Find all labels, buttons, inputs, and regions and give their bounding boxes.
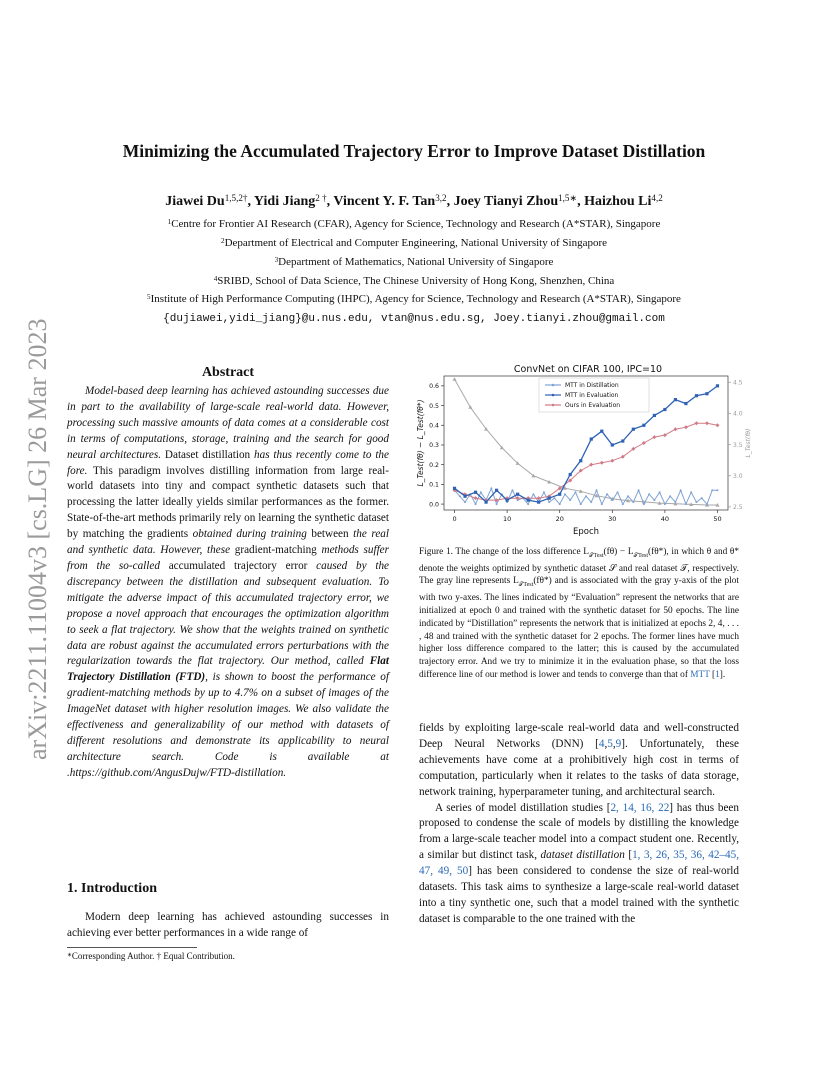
data-point	[621, 439, 624, 442]
data-point	[548, 501, 550, 503]
x-tick-label: 10	[502, 515, 512, 523]
author-emails: {dujiawei,yidi_jiang}@u.nus.edu, vtan@nus.edu.sg, Joey.tianyi.zhou@gmail.com	[163, 313, 665, 325]
data-point	[527, 503, 529, 505]
y-right-tick-label: 2.5	[733, 504, 743, 512]
author-name: Jiawei Du	[165, 194, 225, 210]
data-point	[490, 487, 492, 489]
citation-link[interactable]: 2, 14, 16, 22	[610, 801, 670, 814]
data-point	[495, 489, 498, 492]
data-point	[569, 499, 571, 501]
data-point	[496, 503, 498, 505]
data-point	[694, 421, 698, 425]
chart-title: ConvNet on CIFAR 100, IPC=10	[513, 364, 663, 375]
data-point	[596, 489, 598, 491]
paper-title: Minimizing the Accumulated Trajectory Error to Improve Dataset Distillation	[122, 141, 706, 161]
data-point	[600, 461, 604, 465]
data-point	[705, 392, 708, 395]
author-name: Vincent Y. F. Tan	[333, 194, 436, 210]
data-point	[564, 493, 566, 495]
data-point	[680, 489, 682, 491]
data-point	[673, 427, 677, 431]
data-point	[548, 497, 551, 500]
x-tick-label: 30	[608, 515, 617, 523]
abstract-body: Model-based deep learning has achieved astounding successes due in part to the availability of large-scale real-world data. However, processing such massive amounts of data comes at a considerable cost in terms of computations, storage, training and the search for good neural architectures. Dataset distillation has thus recently come to the fore. This paradigm involves distilling information from large real-world datasets into tiny and compact synthetic datasets such that processing the latter ideally yields similar performances as the former. State-of-the-art methods primarily rely on learning the synthetic dataset by matching the gradients obtained during training between the real and synthetic data. However, these gradient-matching methods suffer from the so-called accumulated trajectory error caused by the discrepancy between the distillation and subsequent evaluation. To mitigate the adverse impact of this accumulated trajectory error, we propose a novel approach that encourages the optimization algorithm to seek a flat trajectory. We show that the weights trained on synthetic data are robust against the accumulated errors perturbations with the regularization towards the flat trajectory. Our method, called Flat Trajectory Distillation (FTD), is shown to boost the performance of gradient-matching methods by up to 4.7% on a subset of images of the ImageNet dataset with higher resolution images. We also validate the effectiveness and generalizability of our method with datasets of different resolutions and demonstrate its applicability to neural architecture search. Code is available at .https://github.com/AngusDujw/FTD-distillation.	[67, 385, 390, 779]
legend-label: MTT in Distillation	[565, 382, 619, 390]
legend-marker	[552, 394, 555, 397]
figure-1-chart	[412, 360, 752, 538]
y-tick-label: 0.0	[429, 501, 439, 509]
y-axis-label: L_Test(fθ) − L_Test(fθ*)	[416, 399, 425, 487]
citation-link[interactable]: 5	[607, 737, 613, 750]
abstract-heading: Abstract	[201, 365, 255, 380]
data-point	[664, 503, 666, 505]
data-point	[532, 493, 534, 495]
intro-body	[67, 910, 389, 942]
citation-link[interactable]: 1, 3, 26, 35, 36, 42–45, 47, 49, 50	[419, 849, 740, 878]
y-tick-label: 0.3	[429, 442, 439, 450]
data-point	[716, 384, 719, 387]
data-point	[484, 501, 487, 504]
data-point	[669, 495, 671, 497]
data-point	[643, 503, 645, 505]
data-point	[590, 437, 593, 440]
paragraph: fields by exploiting large-scale real-world data and well-constructed Deep Neural Networks (DNN) [4,5,9]. Unfortunately, these achievements have come at a prohibitively high cost in terms of computation, particularly when it relates to the tasks of data storage, network training, hyperparameter tuning, and architectural search.	[419, 722, 739, 798]
data-point	[574, 491, 576, 493]
data-point	[464, 501, 466, 503]
x-tick-label: 40	[660, 515, 670, 523]
y-tick-label: 0.1	[429, 481, 439, 489]
data-point	[506, 499, 509, 502]
data-point	[601, 503, 603, 505]
y-tick-label: 0.6	[429, 383, 439, 391]
data-point	[648, 493, 650, 495]
data-point	[459, 495, 461, 497]
data-point	[632, 501, 634, 503]
data-point	[516, 493, 519, 496]
data-point	[663, 433, 667, 437]
legend-marker	[552, 384, 555, 387]
citation-link[interactable]: 9	[615, 737, 622, 750]
data-point	[684, 402, 687, 405]
x-tick-label: 0	[452, 515, 457, 523]
author-name: Haizhou Li	[584, 194, 652, 210]
author-name: Joey Tianyi Zhou	[453, 194, 559, 210]
citation-link[interactable]: MTT	[690, 669, 710, 680]
data-point	[537, 501, 540, 504]
author-list: Jiawei $Du^{1,5,2\dagger}$, Yidi Jiang$^{2 \dagger}$, Vincent Y. F. Tan$^{3,2}$, Joey Tianyi Zhou$^{1,5∗}$, Haizhou Li$^{4,2}$	[165, 193, 663, 210]
footnote: ∗Corresponding Author. † Equal Contribution.	[67, 951, 235, 961]
data-point	[627, 495, 629, 497]
x-tick-label: 20	[555, 515, 564, 523]
x-tick-label: 50	[713, 515, 722, 523]
figure-caption: Figure 1. The change of the loss difference $L_{𝒯Test}(f\theta) - L_{𝒯Test}(f\theta*)$, in which θ and θ* denote the weights optimized by synthetic dataset 𝒮 and real dataset 𝒯, respectively. The gray line represents $L_{𝒯Test}(f\theta*)$ and is associated with the gray y-axis of the plot with two y-axes. The lines indicated by “Evaluation” represent the networks that are initialized at epoch 0 and trained with the synthetic dataset for 50 epochs. The line indicated by “Distillation” represents the network that is initialized at epochs 2, 4, . . . , 48 and trained with the synthetic dataset for 2 epochs. The former lines have much higher loss difference compared to the latter; this is caused by the accumulated trajectory error. And we try to minimize it in the evaluation phase, so that the loss difference line of our method is lower and tends to converge than that of MTT [1].	[419, 547, 740, 680]
legend-label: Ours in Evaluation	[565, 402, 621, 410]
data-point	[716, 489, 718, 491]
data-point	[543, 491, 545, 493]
author-affil: 2 †	[315, 193, 327, 203]
author-name: Yidi Jiang	[253, 194, 316, 210]
arxiv-stamp	[8, 270, 60, 770]
data-point	[611, 443, 614, 446]
data-point	[610, 459, 614, 463]
y-axis-right-label: L_Test(fθ)	[745, 428, 752, 458]
data-point	[715, 423, 719, 427]
data-point	[553, 497, 555, 499]
data-point	[606, 493, 608, 495]
data-point	[642, 441, 646, 445]
data-point	[674, 501, 676, 503]
citation-link[interactable]: 4	[598, 737, 605, 750]
data-point	[617, 491, 619, 493]
data-point	[663, 408, 666, 411]
data-point	[674, 398, 677, 401]
data-point	[590, 501, 592, 503]
data-point	[701, 497, 703, 499]
author-affil: 1,5,2†	[224, 193, 248, 203]
y-right-tick-label: 3.5	[733, 441, 743, 449]
data-point	[474, 496, 478, 500]
paragraph: A series of model distillation studies [2, 14, 16, 22] has thus been proposed to condense the scale of models by distilling the knowledge from a large-scale teacher model into a compact student one. Recently, a similar but distinct task, dataset distillation [1, 3, 26, 35, 36, 42–45, 47, 49, 50] has been considered to condense the size of real-world datasets. This task aims to synthesize a large-scale real-world dataset into a tiny synthetic one, such that a model trained with the synthetic dataset is comparable to the one trained with the	[419, 801, 740, 925]
data-point	[527, 499, 530, 502]
affiliation: $^1$Centre for Frontier AI Research (CFAR), Agency for Science, Technology and Research (A*STAR), Singapore	[167, 218, 661, 231]
author-affil: 4,2	[651, 193, 663, 203]
footnote-rule	[67, 947, 197, 948]
data-point	[611, 499, 613, 501]
right-column-body	[419, 721, 739, 928]
legend-label: MTT in Evaluation	[565, 392, 619, 400]
chart-legend	[539, 378, 649, 412]
data-point	[463, 495, 466, 498]
data-point	[653, 499, 655, 501]
data-point	[480, 491, 482, 493]
y-right-tick-label: 3.0	[733, 472, 743, 480]
y-right-tick-label: 4.5	[733, 379, 743, 387]
data-point	[705, 421, 709, 425]
data-point	[453, 377, 457, 381]
data-point	[652, 435, 656, 439]
data-point	[453, 487, 456, 490]
data-point	[638, 489, 640, 491]
data-point	[511, 489, 513, 491]
affiliation: $^5$Institute of High Performance Computing (IHPC), Agency for Science, Technology and Research (A*STAR), Singapore	[147, 293, 681, 306]
series-line	[455, 423, 718, 500]
data-point	[685, 503, 687, 505]
data-point	[559, 503, 561, 505]
data-point	[579, 459, 582, 462]
y-tick-label: 0.5	[429, 402, 439, 410]
intro-paragraph: Modern deep learning has achieved astounding successes in achieving ever better performances in a wide range of	[67, 911, 389, 939]
data-point	[690, 491, 692, 493]
intro-heading: 1. Introduction	[67, 881, 157, 896]
data-point	[711, 489, 713, 491]
x-axis-label: Epoch	[572, 527, 600, 537]
data-point	[474, 491, 477, 494]
data-point	[695, 501, 697, 503]
citation-link[interactable]: 1	[715, 669, 720, 680]
data-point	[706, 503, 708, 505]
y-tick-label: 0.2	[429, 461, 439, 469]
legend-marker	[552, 404, 555, 407]
data-point	[475, 503, 477, 505]
affiliation: $^2$Department of Electrical and Computer Engineering, National University of Singapore	[220, 237, 608, 250]
y-right-tick-label: 4.0	[733, 410, 743, 418]
data-point	[569, 473, 572, 476]
data-point	[600, 430, 603, 433]
arxiv-stamp-text: arXiv:2211.11004v3 [cs.LG] 26 Mar 2023	[23, 318, 52, 760]
affiliation: $^3$Department of Mathematics, National University of Singapore	[274, 256, 554, 269]
data-point	[585, 495, 587, 497]
data-point	[659, 491, 661, 493]
data-point	[558, 493, 561, 496]
data-point	[622, 503, 624, 505]
data-point	[642, 424, 645, 427]
author-affil: 3,2	[435, 193, 447, 203]
data-point	[589, 463, 593, 467]
data-point	[653, 414, 656, 417]
author-affil: 1,5∗	[558, 193, 578, 203]
data-point	[684, 425, 688, 429]
data-point	[580, 503, 582, 505]
data-point	[695, 394, 698, 397]
affiliation: $^4$SRIBD, School of Data Science, The Chinese University of Hong Kong, Shenzhen, China	[213, 275, 615, 288]
data-point	[632, 428, 635, 431]
y-tick-label: 0.4	[429, 422, 439, 430]
